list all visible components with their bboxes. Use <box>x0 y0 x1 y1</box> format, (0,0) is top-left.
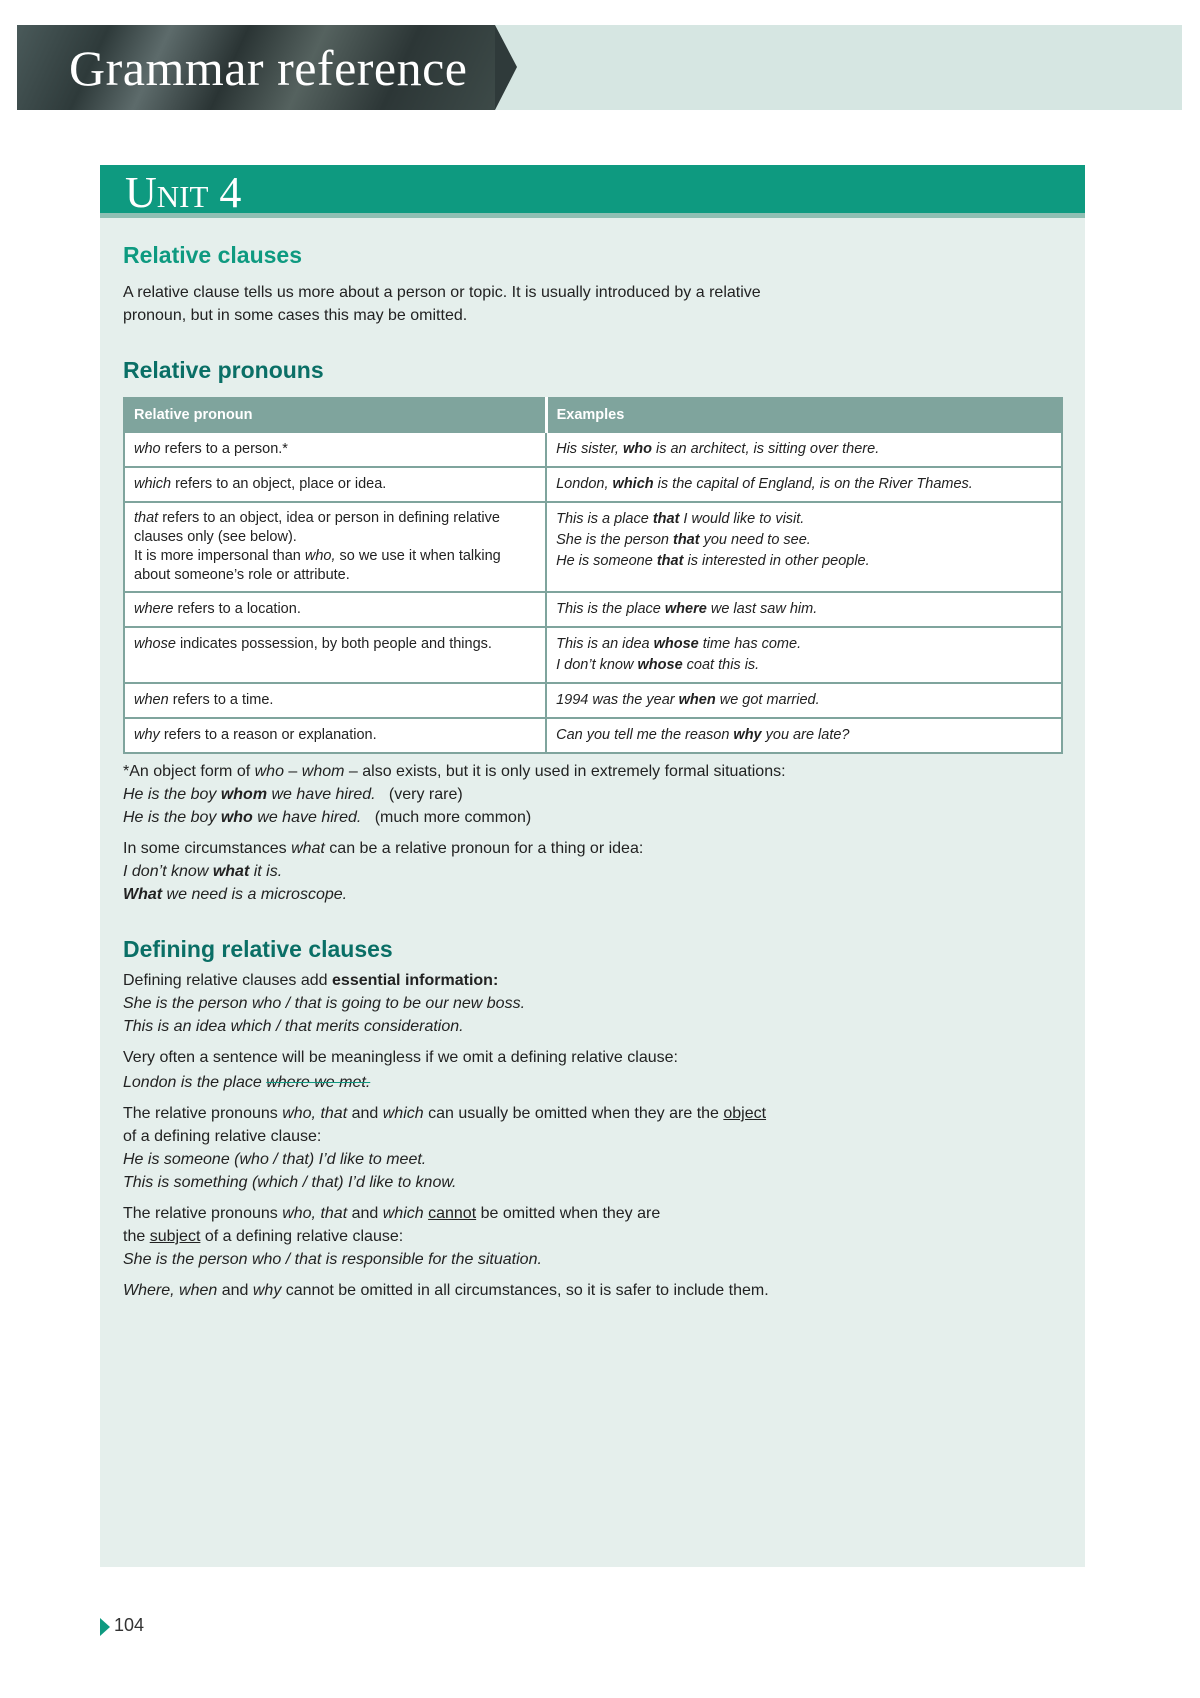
example-pronoun: who <box>622 441 652 457</box>
defining-paragraph <box>123 1279 1068 1302</box>
page-arrow-icon <box>100 1618 110 1636</box>
pronoun-word: who <box>134 441 161 457</box>
body-text: can usually be omitted when they are the <box>423 1105 724 1122</box>
table-row <box>124 718 1062 753</box>
example-line <box>556 690 1052 711</box>
body-text: and <box>347 1105 383 1122</box>
what-example <box>123 860 1068 883</box>
example-pronoun: whose <box>653 636 699 652</box>
column-header-examples: Examples <box>546 398 1062 432</box>
example-text: London is the place <box>123 1074 267 1091</box>
defining-paragraph <box>123 1202 1068 1225</box>
example-line <box>556 439 1052 460</box>
note-text: *An object form of <box>123 763 255 780</box>
body-text: In some circumstances <box>123 840 292 857</box>
note-word: whom <box>301 763 345 780</box>
body-text: and <box>217 1282 253 1299</box>
defining-paragraph: Very often a sentence will be meaningless if we omit a defining relative clause: <box>123 1049 678 1066</box>
pronoun-word: when <box>134 692 169 708</box>
table-row <box>124 683 1062 718</box>
intro-line: pronoun, but in some cases this may be omitted. <box>123 307 468 324</box>
example-line <box>556 634 1052 655</box>
example-text: is the capital of England, is on the River Thames. <box>653 476 973 492</box>
pronoun-description: refers to a person.* <box>160 441 288 457</box>
example-text: He is the boy <box>123 809 221 826</box>
pronoun-cell <box>124 432 546 467</box>
pronoun-extra-word: who, <box>304 548 336 564</box>
whom-example <box>123 783 1068 806</box>
example-text: This is a place <box>556 511 653 527</box>
column-header-pronoun: Relative pronoun <box>124 398 546 432</box>
example-pronoun: whom <box>220 786 268 803</box>
example-cell <box>546 592 1062 627</box>
body-word: who, that <box>282 1205 348 1222</box>
banner-arrow-icon <box>495 25 517 110</box>
example-text: Can you tell me the reason <box>556 727 734 743</box>
pronoun-cell <box>124 502 546 592</box>
defining-paragraph <box>123 1225 1068 1248</box>
example-pronoun: where <box>664 601 707 617</box>
body-word: Where, when <box>123 1282 218 1299</box>
pronoun-description: refers to a time. <box>168 692 274 708</box>
pronoun-word: which <box>134 476 172 492</box>
example-note: (very rare) <box>388 786 463 803</box>
body-emphasis: essential information: <box>332 972 499 989</box>
pronoun-extra-text: It is more impersonal than <box>134 548 305 564</box>
note-word: who <box>254 763 284 780</box>
body-text: of a defining relative clause: <box>200 1228 404 1245</box>
example-text: His sister, <box>556 441 623 457</box>
example-line <box>556 474 1052 495</box>
pronoun-extra-text: so we use it when talking about someone’s role or attribute. <box>134 548 501 583</box>
example-cell <box>546 502 1062 592</box>
example-note: (much more common) <box>374 809 532 826</box>
body-text: cannot be omitted in all circumstances, so it is safer to include them. <box>281 1282 769 1299</box>
example-text: we last saw him. <box>706 601 818 617</box>
example-text: we need is a microscope. <box>162 886 348 903</box>
example-text: I don’t know <box>123 863 213 880</box>
body-underlined: subject <box>149 1228 201 1245</box>
example-text: we got married. <box>715 692 820 708</box>
table-row <box>124 467 1062 502</box>
body-word: what <box>291 840 325 857</box>
body-underlined: cannot <box>428 1205 477 1222</box>
what-example <box>123 883 1068 906</box>
struck-example-text: where we met. <box>266 1074 371 1091</box>
table-row <box>124 592 1062 627</box>
example-pronoun: that <box>656 553 684 569</box>
pronoun-description: refers to a reason or explanation. <box>159 727 377 743</box>
example-cell <box>546 432 1062 467</box>
defining-paragraph <box>123 1102 1068 1125</box>
example-pronoun: who <box>220 809 253 826</box>
example-text: He is someone <box>556 553 657 569</box>
example-text: is interested in other people. <box>683 553 870 569</box>
example-line <box>556 551 1052 572</box>
relative-pronoun-table <box>123 397 1063 754</box>
example-text: She is the person <box>556 532 673 548</box>
unit-panel <box>100 165 1085 1567</box>
example-pronoun: What <box>123 886 163 903</box>
pronoun-description: refers to an object, idea or person in defining relative clauses only (see below). <box>134 510 500 545</box>
example-text: coat this is. <box>682 657 760 673</box>
body-text: and <box>347 1205 383 1222</box>
example-line <box>556 655 1052 676</box>
body-text: the <box>123 1228 150 1245</box>
body-word: which <box>382 1205 424 1222</box>
example-text: you are late? <box>761 727 850 743</box>
intro-line: A relative clause tells us more about a person or topic. It is usually introduced by a relative <box>123 284 761 301</box>
body-word: which <box>382 1105 424 1122</box>
page-title: Grammar reference <box>69 40 468 96</box>
defining-paragraph <box>123 969 1068 992</box>
defining-example <box>123 1071 1068 1094</box>
body-word: why <box>252 1282 282 1299</box>
example-text: we have hired. <box>267 786 376 803</box>
example-cell <box>546 467 1062 502</box>
defining-example: This is something (which / that) I’d like to know. <box>123 1174 457 1191</box>
whom-note <box>123 760 1068 783</box>
example-text: it is. <box>249 863 283 880</box>
pronoun-cell <box>124 627 546 683</box>
pronoun-description: refers to an object, place or idea. <box>171 476 387 492</box>
example-pronoun: which <box>612 476 654 492</box>
table-row <box>124 502 1062 592</box>
example-text: London, <box>556 476 613 492</box>
example-cell <box>546 683 1062 718</box>
what-paragraph <box>123 837 1068 860</box>
pronoun-cell <box>124 683 546 718</box>
pronoun-description: indicates possession, by both people and things. <box>175 636 492 652</box>
example-text: He is the boy <box>123 786 221 803</box>
example-pronoun: when <box>678 692 716 708</box>
body-underlined: object <box>723 1105 767 1122</box>
body-text: The relative pronouns <box>123 1205 283 1222</box>
unit-title: Unit 4 <box>125 168 242 217</box>
example-text: I don’t know <box>556 657 638 673</box>
table-row <box>124 627 1062 683</box>
example-text: we have hired. <box>252 809 362 826</box>
example-text: I would like to visit. <box>679 511 805 527</box>
whom-example <box>123 806 1068 829</box>
example-line <box>556 725 1052 746</box>
example-text: 1994 was the year <box>556 692 679 708</box>
pronoun-cell <box>124 718 546 753</box>
example-line <box>556 509 1052 530</box>
example-text: you need to see. <box>699 532 811 548</box>
note-text: – <box>283 763 302 780</box>
pronoun-cell <box>124 592 546 627</box>
example-line <box>556 530 1052 551</box>
pronoun-word: why <box>134 727 160 743</box>
pronoun-word: where <box>134 601 174 617</box>
pronoun-description: refers to a location. <box>173 601 301 617</box>
heading-defining-relative-clauses: Defining relative clauses <box>123 936 393 962</box>
heading-relative-pronouns: Relative pronouns <box>123 357 324 383</box>
pronoun-word: whose <box>134 636 176 652</box>
table-row <box>124 432 1062 467</box>
note-text: – also exists, but it is only used in extremely formal situations: <box>344 763 786 780</box>
body-text: can be a relative pronoun for a thing or idea: <box>324 840 644 857</box>
heading-relative-clauses: Relative clauses <box>123 242 303 268</box>
defining-paragraph: of a defining relative clause: <box>123 1128 322 1145</box>
example-cell <box>546 627 1062 683</box>
page-banner <box>17 25 1182 110</box>
example-text: is an architect, is sitting over there. <box>651 441 880 457</box>
body-text: The relative pronouns <box>123 1105 283 1122</box>
example-pronoun: that <box>672 532 700 548</box>
example-text: This is the place <box>556 601 665 617</box>
defining-example: She is the person who / that is going to be our new boss. <box>123 995 526 1012</box>
example-pronoun: why <box>733 727 762 743</box>
defining-example: He is someone (who / that) I’d like to meet. <box>123 1151 427 1168</box>
example-text: This is an idea <box>556 636 654 652</box>
example-cell <box>546 718 1062 753</box>
defining-example: This is an idea which / that merits consideration. <box>123 1018 464 1035</box>
body-text: Defining relative clauses add <box>123 972 333 989</box>
defining-example: She is the person who / that is responsible for the situation. <box>123 1251 542 1268</box>
pronoun-word: that <box>134 510 159 526</box>
example-text: time has come. <box>698 636 802 652</box>
unit-header-bar <box>100 165 1085 218</box>
table-header-row <box>124 398 1062 432</box>
example-pronoun: whose <box>637 657 683 673</box>
example-pronoun: that <box>652 511 680 527</box>
intro-paragraph <box>123 281 1068 327</box>
example-pronoun: what <box>212 863 250 880</box>
pronoun-cell <box>124 467 546 502</box>
example-line <box>556 599 1052 620</box>
page-number: 104 <box>114 1615 145 1635</box>
unit-content <box>123 240 1068 1302</box>
body-text: be omitted when they are <box>476 1205 661 1222</box>
body-word: who, that <box>282 1105 348 1122</box>
